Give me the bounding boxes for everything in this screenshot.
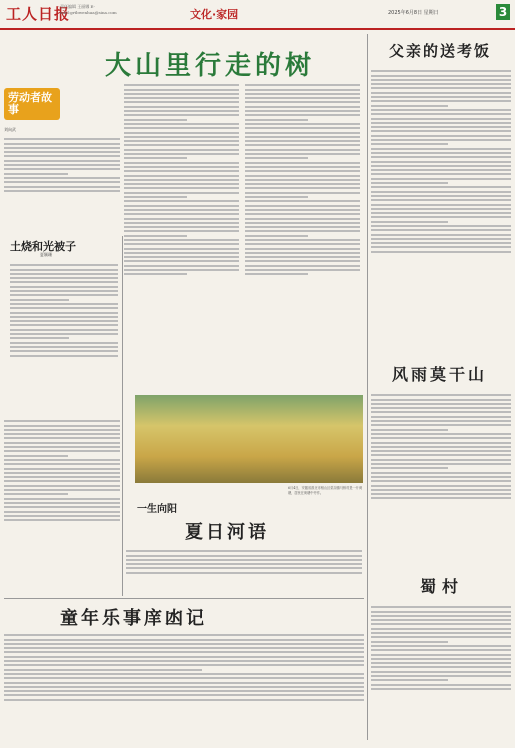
text-line (371, 92, 511, 94)
text-line (124, 84, 239, 86)
right-story1-text (371, 68, 511, 352)
text-line (371, 497, 511, 499)
text-line (4, 669, 202, 671)
text-line (371, 480, 511, 482)
text-line (4, 502, 120, 504)
text-line (124, 149, 239, 151)
text-line (371, 156, 511, 158)
text-line (4, 173, 68, 175)
top-story-byline: 刘向武 (4, 127, 16, 132)
text-line (371, 407, 511, 409)
text-line (245, 140, 360, 142)
text-line (245, 222, 360, 224)
text-line (371, 429, 448, 431)
text-line (4, 138, 120, 140)
text-line (371, 152, 511, 154)
text-line (4, 677, 364, 679)
text-line (371, 113, 511, 115)
text-line (124, 166, 239, 168)
text-line (4, 168, 120, 170)
text-line (371, 666, 511, 668)
text-line (124, 101, 239, 103)
text-line (124, 89, 239, 91)
text-line (371, 493, 511, 495)
text-line (4, 160, 120, 162)
feature1-title: 一生向阳 (137, 504, 177, 515)
text-line (371, 100, 511, 102)
text-line (4, 686, 364, 688)
text-line (371, 204, 511, 206)
text-line (371, 139, 511, 141)
text-line (4, 506, 120, 508)
text-line (245, 162, 360, 164)
text-line (4, 151, 120, 153)
text-line (371, 485, 511, 487)
text-line (124, 269, 239, 271)
right-story2-title: 风雨莫干山 (392, 365, 488, 384)
text-line (4, 485, 120, 487)
text-line (124, 179, 239, 181)
text-line (4, 673, 364, 675)
text-line (124, 222, 239, 224)
text-line (371, 611, 511, 613)
text-line (124, 140, 239, 142)
text-line (371, 130, 511, 132)
text-line (10, 303, 118, 305)
text-line (245, 175, 360, 177)
text-line (245, 187, 360, 189)
text-line (371, 186, 511, 188)
text-line (4, 442, 120, 444)
text-line (371, 225, 511, 227)
text-line (124, 205, 239, 207)
text-line (371, 242, 511, 244)
text-line (371, 446, 511, 448)
text-line (245, 273, 308, 275)
text-line (10, 307, 118, 309)
text-line (245, 265, 360, 267)
divider (4, 598, 364, 599)
text-line (371, 394, 511, 396)
text-line (4, 420, 120, 422)
text-line (245, 192, 360, 194)
text-line (245, 144, 360, 146)
text-line (124, 200, 239, 202)
text-line (124, 243, 239, 245)
text-line (371, 173, 511, 175)
text-line (371, 671, 511, 673)
text-line (371, 489, 511, 491)
text-line (4, 664, 364, 666)
text-line (124, 239, 239, 241)
text-line (124, 153, 239, 155)
text-line (371, 126, 511, 128)
right-story3-title: 蜀村 (420, 577, 465, 596)
text-line (371, 109, 511, 111)
text-line (10, 337, 69, 339)
text-line (371, 208, 511, 210)
text-line (371, 641, 448, 643)
text-line (124, 209, 239, 211)
text-line (4, 425, 120, 427)
text-line (4, 472, 120, 474)
text-line (371, 450, 511, 452)
text-line (4, 515, 120, 517)
text-line (371, 79, 511, 81)
text-line (10, 299, 69, 301)
text-line (245, 196, 308, 198)
column-tag (4, 88, 60, 120)
text-line (124, 273, 187, 275)
text-line (371, 437, 511, 439)
divider (122, 236, 123, 596)
text-line (4, 519, 120, 521)
text-line (4, 639, 364, 641)
text-line (371, 688, 511, 690)
text-line (4, 694, 364, 696)
text-line (4, 498, 120, 500)
text-line (124, 235, 187, 237)
text-line (371, 143, 448, 145)
text-line (10, 264, 118, 266)
text-line (245, 183, 360, 185)
feature3-title: 童年乐事庠凼记 (60, 608, 207, 629)
top-story-text-col3 (245, 82, 360, 382)
text-line (371, 684, 511, 686)
text-line (245, 170, 360, 172)
editor-info: 责任编辑 王丽娜 E-mail:grtbwenhua@sina.com (60, 4, 117, 15)
text-line (124, 97, 239, 99)
text-line (371, 606, 511, 608)
text-line (4, 186, 120, 188)
text-line (245, 226, 360, 228)
text-line (245, 89, 360, 91)
text-line (371, 234, 511, 236)
section-name: 文化·家园 (190, 8, 239, 21)
text-line (371, 416, 511, 418)
text-line (4, 437, 120, 439)
feature2-title: 夏日河语 (185, 522, 269, 543)
text-line (4, 147, 120, 149)
poem-byline: 夏颖珊 (40, 252, 52, 257)
text-line (4, 433, 120, 435)
text-line (371, 645, 511, 647)
text-line (4, 446, 120, 448)
text-line (4, 190, 120, 192)
text-line (245, 93, 360, 95)
text-line (371, 675, 511, 677)
text-line (124, 162, 239, 164)
text-line (371, 122, 511, 124)
text-line (4, 468, 120, 470)
text-line (126, 572, 362, 574)
text-line (245, 230, 360, 232)
page-number: 3 (496, 4, 510, 20)
text-line (124, 132, 239, 134)
text-line (371, 169, 511, 171)
text-line (124, 93, 239, 95)
text-line (245, 260, 360, 262)
text-line (126, 555, 362, 557)
column-tag-label: 劳动者故事 (8, 91, 52, 116)
text-line (245, 123, 360, 125)
text-line (4, 476, 120, 478)
text-line (371, 135, 511, 137)
text-line (4, 511, 120, 513)
text-line (124, 260, 239, 262)
photo-caption: 6月4日，安徽省淮北市相山区渠沟镇马桥村是一片荷塘，居民在荷塘中劳作。 (288, 486, 363, 495)
text-line (245, 136, 360, 138)
text-line (371, 195, 511, 197)
text-line (245, 239, 360, 241)
text-line (245, 166, 360, 168)
divider (367, 34, 368, 740)
text-line (10, 333, 118, 335)
text-line (245, 218, 360, 220)
text-line (371, 454, 511, 456)
text-line (245, 149, 360, 151)
text-line (124, 252, 239, 254)
text-line (126, 550, 362, 552)
text-line (124, 157, 187, 159)
text-line (124, 119, 187, 121)
text-line (371, 442, 511, 444)
text-line (245, 243, 360, 245)
text-line (371, 148, 511, 150)
text-line (4, 155, 120, 157)
text-line (371, 118, 511, 120)
text-line (4, 643, 364, 645)
text-line (10, 312, 118, 314)
text-line (371, 403, 511, 405)
text-line (4, 647, 364, 649)
text-line (371, 420, 511, 422)
text-line (10, 316, 118, 318)
text-line (4, 164, 120, 166)
text-line (245, 157, 308, 159)
text-line (4, 143, 120, 145)
lotus-pond-photo (135, 395, 363, 483)
text-line (4, 450, 120, 452)
text-line (245, 101, 360, 103)
text-line (124, 110, 239, 112)
poem-title: 土烧和光被子 (10, 240, 76, 253)
text-line (245, 132, 360, 134)
text-line (10, 350, 118, 352)
top-story-title: 大山里行走的树 (104, 51, 315, 81)
text-line (124, 136, 239, 138)
text-line (4, 651, 364, 653)
text-line (124, 218, 239, 220)
text-line (371, 411, 511, 413)
text-line (371, 182, 448, 184)
text-line (371, 105, 448, 107)
text-line (371, 476, 511, 478)
text-line (245, 106, 360, 108)
text-line (371, 246, 511, 248)
text-line (124, 192, 239, 194)
text-line (245, 110, 360, 112)
text-line (371, 251, 511, 253)
text-line (371, 433, 511, 435)
text-line (10, 294, 118, 296)
text-line (126, 563, 362, 565)
text-line (245, 200, 360, 202)
text-line (371, 628, 511, 630)
newspaper-brand: 工人日报 (6, 5, 71, 23)
text-line (126, 559, 362, 561)
text-line (124, 175, 239, 177)
text-line (371, 615, 511, 617)
text-line (245, 256, 360, 258)
text-line (4, 181, 120, 183)
text-line (245, 119, 308, 121)
text-line (245, 252, 360, 254)
text-line (371, 238, 511, 240)
text-line (124, 187, 239, 189)
text-line (245, 179, 360, 181)
text-line (4, 480, 120, 482)
text-line (371, 658, 511, 660)
feature3-text (4, 632, 364, 740)
text-line (124, 144, 239, 146)
text-line (126, 567, 362, 569)
text-line (371, 463, 511, 465)
feature1-text (4, 418, 120, 578)
text-line (371, 83, 511, 85)
text-line (4, 463, 120, 465)
text-line (371, 221, 448, 223)
text-line (371, 161, 511, 163)
text-line (371, 649, 511, 651)
text-line (10, 286, 118, 288)
feature2-text (126, 548, 362, 594)
text-line (371, 424, 511, 426)
text-line (4, 690, 364, 692)
text-line (10, 320, 118, 322)
text-line (4, 682, 364, 684)
text-line (371, 212, 511, 214)
text-line (4, 429, 120, 431)
text-line (371, 96, 511, 98)
text-line (4, 660, 364, 662)
top-story-text-col1 (4, 136, 120, 228)
text-line (124, 114, 239, 116)
text-line (10, 355, 118, 357)
text-line (245, 205, 360, 207)
text-line (371, 216, 511, 218)
text-line (371, 632, 511, 634)
text-line (10, 342, 118, 344)
text-line (371, 679, 448, 681)
text-line (4, 455, 68, 457)
text-line (245, 269, 360, 271)
text-line (371, 619, 511, 621)
text-line (245, 235, 308, 237)
text-line (245, 114, 360, 116)
text-line (10, 277, 118, 279)
text-line (10, 281, 118, 283)
text-line (371, 199, 511, 201)
text-line (4, 699, 364, 701)
text-line (245, 84, 360, 86)
text-line (124, 256, 239, 258)
text-line (371, 459, 511, 461)
text-line (124, 230, 239, 232)
text-line (4, 493, 68, 495)
text-line (371, 165, 511, 167)
text-line (10, 273, 118, 275)
text-line (4, 459, 120, 461)
text-line (371, 662, 511, 664)
text-line (4, 177, 120, 179)
text-line (124, 127, 239, 129)
text-line (371, 623, 511, 625)
text-line (371, 229, 511, 231)
text-line (371, 75, 511, 77)
poem-text (10, 262, 118, 412)
text-line (10, 290, 118, 292)
text-line (124, 183, 239, 185)
text-line (371, 399, 511, 401)
right-story2-text (371, 392, 511, 560)
text-line (371, 467, 448, 469)
text-line (124, 248, 239, 250)
text-line (4, 656, 364, 658)
top-story-text-col2 (124, 82, 239, 382)
text-line (10, 346, 118, 348)
text-line (371, 191, 511, 193)
right-story1-title: 父亲的送考饭 (388, 42, 491, 60)
text-line (4, 634, 364, 636)
text-line (371, 654, 511, 656)
text-line (371, 87, 511, 89)
text-line (124, 106, 239, 108)
right-story3-text (371, 604, 511, 740)
text-line (245, 209, 360, 211)
text-line (245, 127, 360, 129)
text-line (124, 265, 239, 267)
text-line (124, 196, 187, 198)
text-line (124, 213, 239, 215)
text-line (10, 324, 118, 326)
text-line (124, 123, 239, 125)
text-line (124, 170, 239, 172)
issue-date: 2025年6月8日 星期日 (388, 10, 439, 16)
text-line (245, 97, 360, 99)
text-line (245, 213, 360, 215)
text-line (10, 329, 118, 331)
text-line (124, 226, 239, 228)
text-line (371, 472, 511, 474)
text-line (245, 248, 360, 250)
text-line (371, 636, 511, 638)
text-line (10, 269, 118, 271)
text-line (245, 153, 360, 155)
text-line (371, 178, 511, 180)
text-line (4, 489, 120, 491)
text-line (371, 70, 511, 72)
